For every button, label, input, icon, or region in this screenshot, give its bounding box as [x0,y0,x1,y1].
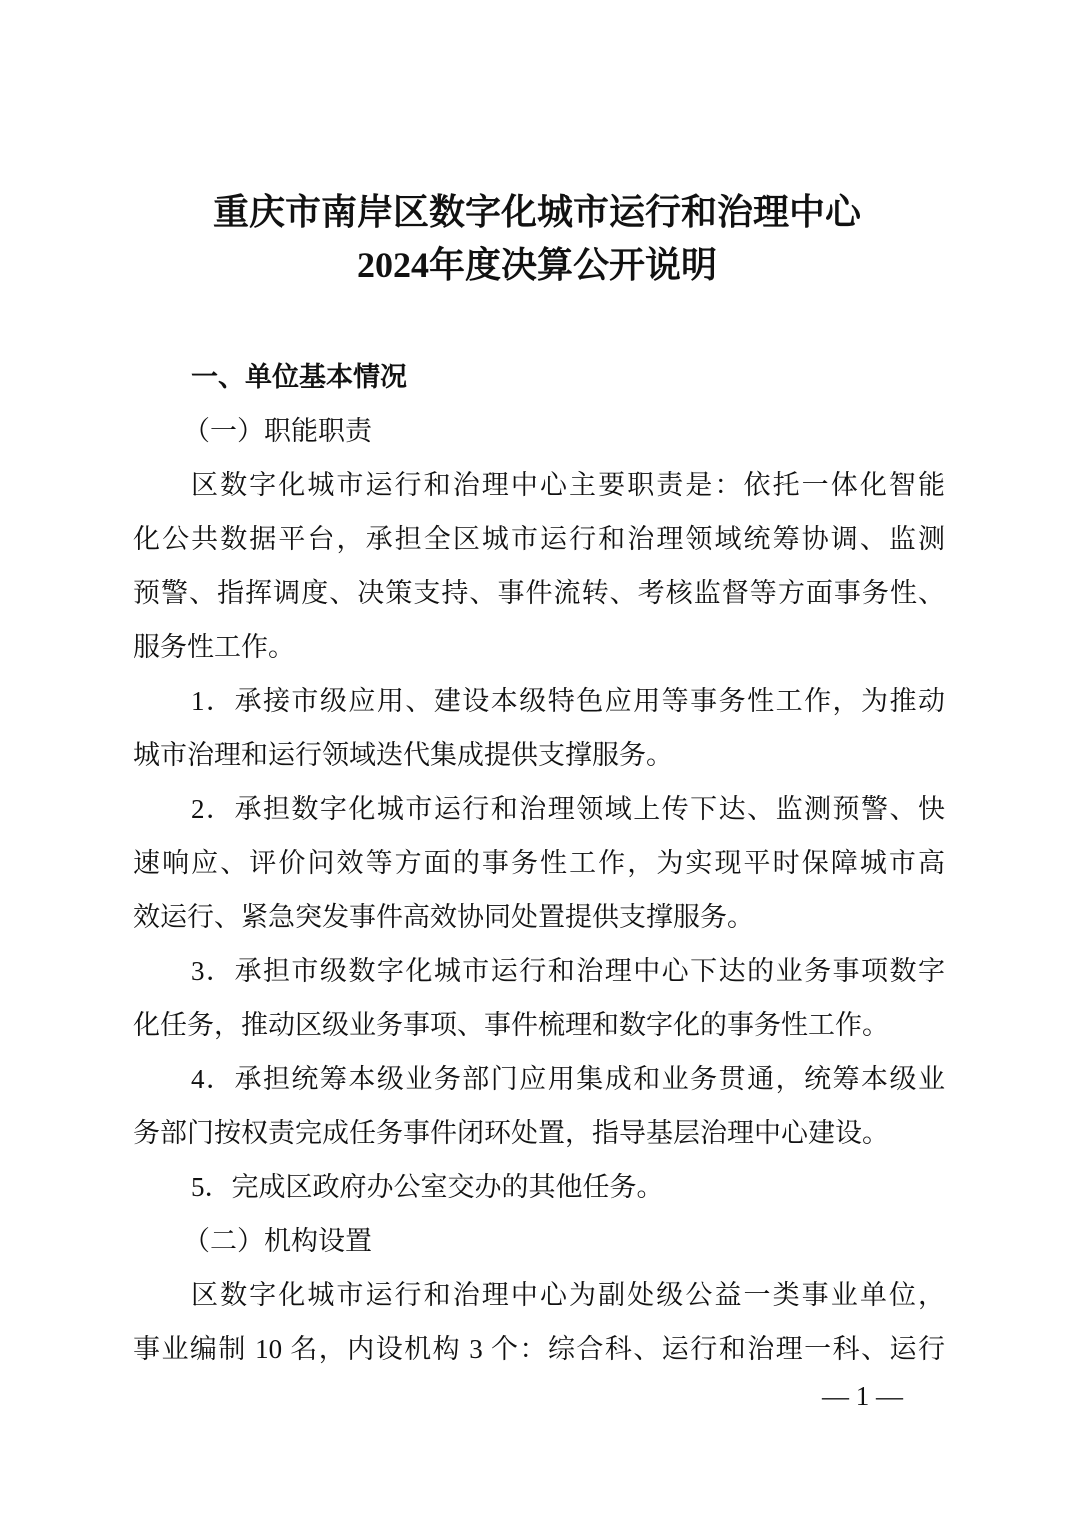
text-line: 化任务，推动区级业务事项、事件梳理和数字化的事务性工作。 [133,1010,889,1040]
text-line: 速响应、评价问效等方面的事务性工作，为实现平时保障城市高 [133,848,945,878]
text-line: 1．承接市级应用、建设本级特色应用等事务性工作，为推动 [191,686,945,716]
paragraph [133,944,945,1052]
text-line: 区数字化城市运行和治理中心主要职责是：依托一体化智能 [191,470,945,500]
paragraph [133,1268,945,1376]
text-line: 4．承担统筹本级业务部门应用集成和业务贯通，统筹本级业 [191,1064,945,1094]
text-line: 3．承担市级数字化城市运行和治理中心下达的业务事项数字 [191,956,945,986]
text-line: （一）职能职责 [183,416,372,446]
paragraph [133,782,945,944]
paragraph [133,674,945,782]
subsection-heading [133,404,945,458]
page-number: — 1 — [822,1381,903,1411]
text-line: 一、单位基本情况 [191,362,407,392]
text-line: 区数字化城市运行和治理中心为副处级公益一类事业单位， [191,1280,945,1310]
document-title-line-2: 2024年度决算公开说明 [356,245,717,285]
text-line: （二）机构设置 [183,1226,372,1256]
subsection-heading [133,1214,945,1268]
document-body [133,350,945,1376]
paragraph [133,1160,945,1214]
text-line: 城市治理和运行领域迭代集成提供支撑服务。 [133,740,673,770]
text-line: 预警、指挥调度、决策支持、事件流转、考核监督等方面事务性、 [133,578,945,608]
section-heading [133,350,945,404]
text-line: 2．承担数字化城市运行和治理领域上传下达、监测预警、快 [191,794,945,824]
paragraph [133,1052,945,1160]
text-line: 化公共数据平台，承担全区城市运行和治理领域统筹协调、监测 [133,524,945,554]
paragraph [133,458,945,674]
text-line: 效运行、紧急突发事件高效协同处置提供支撑服务。 [133,902,754,932]
text-line: 5．完成区政府办公室交办的其他任务。 [191,1172,664,1202]
text-line: 务部门按权责完成任务事件闭环处置，指导基层治理中心建设。 [133,1118,889,1148]
text-line: 事业编制 10 名，内设机构 3 个：综合科、运行和治理一科、运行 [133,1334,945,1364]
document-title-line-1: 重庆市南岸区数字化城市运行和治理中心 [212,192,861,232]
text-line: 服务性工作。 [133,632,295,662]
